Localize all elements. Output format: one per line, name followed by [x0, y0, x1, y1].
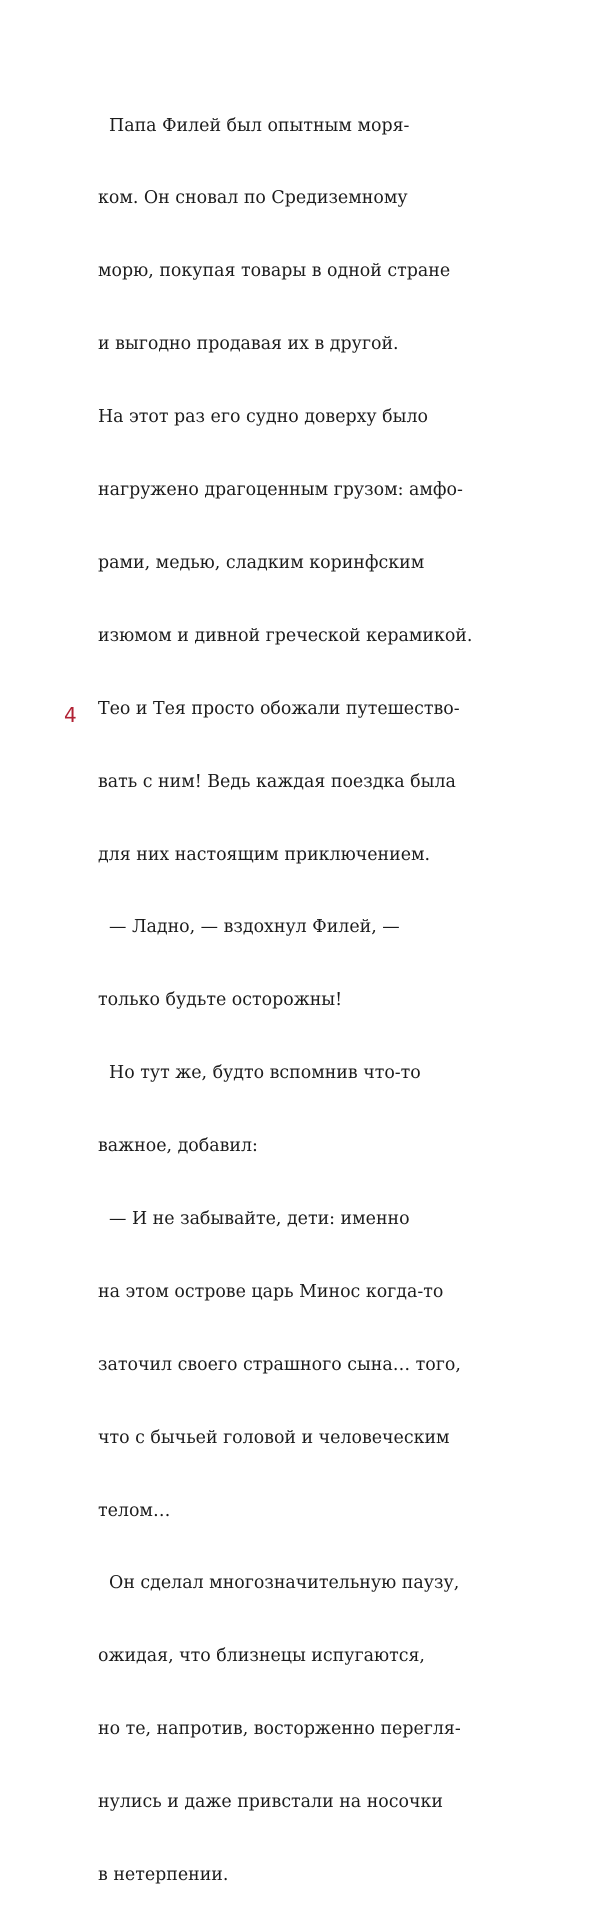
text-line: — Ладно, — вздохнул Филей, — [98, 917, 400, 938]
text-line: изюмом и дивной греческой керамикой. [98, 625, 473, 646]
text-line: нулись и даже привстали на носочки [98, 1792, 443, 1813]
text-line: только будьте осторожны! [98, 990, 343, 1011]
text-line: Тео и Тея просто обожали путешество- [98, 698, 460, 719]
text-line: Папа Филей был опытным моря- [98, 115, 410, 136]
text-line: для них настоящим приключением. [98, 844, 431, 865]
text-line: что с бычьей головой и человеческим [98, 1427, 450, 1448]
text-line: нагружено драгоценным грузом: амфо- [98, 480, 463, 501]
page-number: 4 [64, 703, 77, 727]
text-line: ком. Он сновал по Средиземному [98, 188, 408, 209]
text-line: — И не забывайте, дети: именно [98, 1208, 410, 1229]
text-line: Но тут же, будто вспомнив что-то [98, 1063, 421, 1084]
text-line: Он сделал многозначительную паузу, [98, 1573, 460, 1594]
text-line: вать с ним! Ведь каждая поездка была [98, 771, 456, 792]
text-line: и выгодно продавая их в другой. [98, 334, 399, 355]
text-line: но те, напротив, восторженно перегля- [98, 1719, 461, 1740]
text-line: на этом острове царь Минос когда-то [98, 1281, 444, 1302]
text-line: ожидая, что близнецы испугаются, [98, 1646, 425, 1667]
text-line: морю, покупая товары в одной стране [98, 261, 451, 282]
text-line: важное, добавил: [98, 1136, 258, 1157]
text-line: телом… [98, 1500, 171, 1521]
text-line: рами, медью, сладким коринфским [98, 552, 425, 573]
text-line: На этот раз его судно доверху было [98, 407, 429, 428]
text-line: заточил своего страшного сына… того, [98, 1354, 461, 1375]
text-line: в нетерпении. [98, 1864, 229, 1885]
body-text [98, 65, 484, 1912]
